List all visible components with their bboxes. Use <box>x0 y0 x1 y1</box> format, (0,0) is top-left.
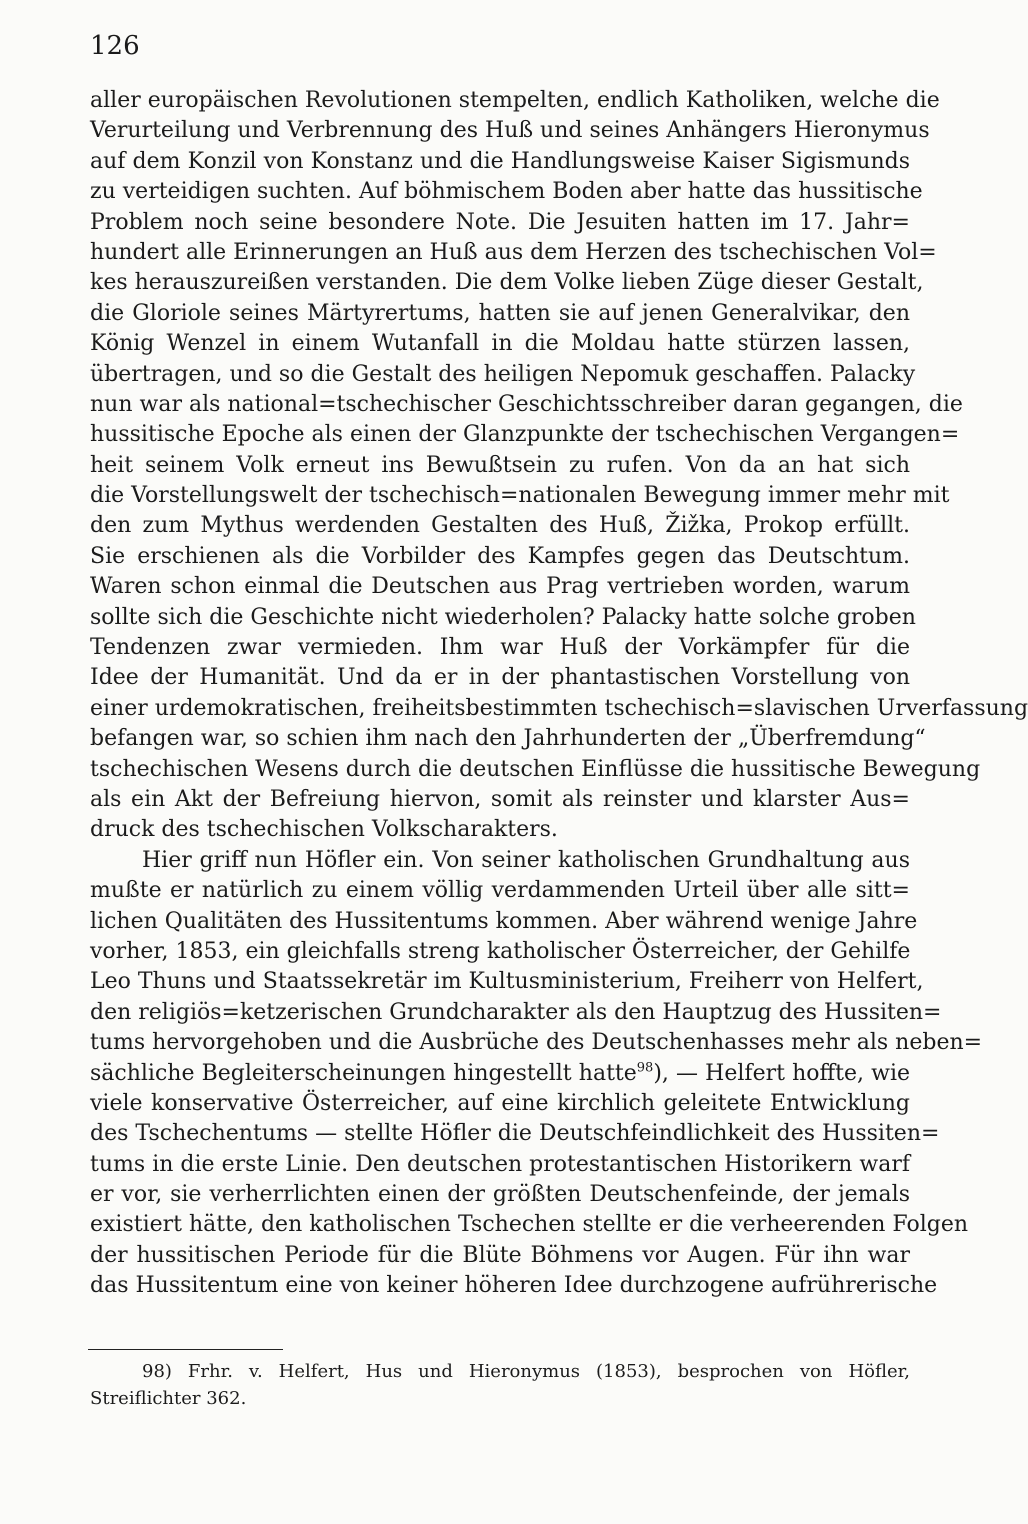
text-line: König Wenzel in einem Wutanfall in die Moldau hatte stürzen lassen, <box>90 331 910 357</box>
text-line: übertragen, und so die Gestalt des heiligen Nepomuk geschaffen. Palacky <box>90 361 916 387</box>
text-line: er vor, sie verherrlichten einen der größten Deutschenfeinde, der jemals <box>90 1182 910 1208</box>
text-line: die Vorstellungswelt der tschechisch=nationalen Bewegung immer mehr mit <box>90 483 950 509</box>
text-line: Verurteilung und Verbrennung des Huß und seines Anhängers Hieronymus <box>90 118 930 144</box>
text-line: hussitische Epoche als einen der Glanzpunkte der tschechischen Vergangen= <box>90 422 960 448</box>
text-fragment: sächliche Begleiterscheinungen hingestellt hatte <box>90 1060 637 1086</box>
page-number: 126 <box>90 31 140 61</box>
text-line: Tendenzen zwar vermieden. Ihm war Huß der Vorkämpfer für die <box>90 635 910 661</box>
body-text <box>90 86 1028 1302</box>
text-fragment: ), — Helfert hoffte, wie <box>653 1060 911 1086</box>
text-line: sollte sich die Geschichte nicht wiederholen? Palacky hatte solche groben <box>90 604 916 630</box>
text-line: der hussitischen Periode für die Blüte Böhmens vor Augen. Für ihn war <box>90 1242 910 1268</box>
text-line: Waren schon einmal die Deutschen aus Prag vertrieben worden, warum <box>90 574 910 600</box>
text-line: auf dem Konzil von Konstanz und die Handlungsweise Kaiser Sigismunds <box>90 148 910 174</box>
text-line: den zum Mythus werdenden Gestalten des Huß, Žižka, Prokop erfüllt. <box>90 513 910 539</box>
text-line: zu verteidigen suchten. Auf böhmischem Boden aber hatte das hussitische <box>90 179 923 205</box>
text-line: des Tschechentums — stellte Höfler die Deutschfeindlichkeit des Hussiten= <box>90 1121 940 1147</box>
text-line: den religiös=ketzerischen Grundcharakter als den Hauptzug des Hussiten= <box>90 999 942 1025</box>
text-line: Sie erschienen als die Vorbilder des Kampfes gegen das Deutschtum. <box>90 543 910 569</box>
text-line: nun war als national=tschechischer Geschichtsschreiber daran gegangen, die <box>90 391 963 417</box>
footnote-line: 98) Frhr. v. Helfert, Hus und Hieronymus (1853), besprochen von Höfler, <box>142 1361 910 1382</box>
footnotes <box>90 1358 910 1412</box>
text-line: vorher, 1853, ein gleichfalls streng katholischer Österreicher, der Gehilfe <box>90 938 911 964</box>
text-line: das Hussitentum eine von keiner höheren Idee durchzogene aufrührerische <box>90 1273 938 1299</box>
text-line: kes herauszureißen verstanden. Die dem Volke lieben Züge dieser Gestalt, <box>90 270 924 296</box>
text-line: die Gloriole seines Märtyrertums, hatten sie auf jenen Generalvikar, den <box>90 300 910 326</box>
text-line: einer urdemokratischen, freiheitsbestimmten tschechisch=slavischen Urverfassung <box>90 695 1028 721</box>
text-line-with-footnote <box>90 1059 910 1089</box>
paragraph-1 <box>90 86 1028 846</box>
paragraph-2 <box>90 846 983 1302</box>
text-line: druck des tschechischen Volkscharakters. <box>90 817 558 843</box>
text-line: tums hervorgehoben und die Ausbrüche des Deutschenhasses mehr als neben= <box>90 1030 983 1056</box>
text-line: Problem noch seine besondere Note. Die Jesuiten hatten im 17. Jahr= <box>90 209 910 235</box>
text-line: mußte er natürlich zu einem völlig verdammenden Urteil über alle sitt= <box>90 878 910 904</box>
text-line: Idee der Humanität. Und da er in der phantastischen Vorstellung von <box>90 665 910 691</box>
text-line: heit seinem Volk erneut ins Bewußtsein zu rufen. Von da an hat sich <box>90 452 910 478</box>
text-line: Hier griff nun Höfler ein. Von seiner katholischen Grundhaltung aus <box>142 847 910 873</box>
text-line: existiert hätte, den katholischen Tschechen stellte er die verheerenden Folgen <box>90 1212 969 1238</box>
text-line: als ein Akt der Befreiung hiervon, somit als reinster und klarster Aus= <box>90 786 910 812</box>
text-line: Leo Thuns und Staatssekretär im Kultusministerium, Freiherr von Helfert, <box>90 969 924 995</box>
text-line: viele konservative Österreicher, auf eine kirchlich geleitete Entwicklung <box>90 1090 910 1116</box>
text-line: aller europäischen Revolutionen stempelten, endlich Katholiken, welche die <box>90 88 940 113</box>
footnote-divider <box>88 1349 283 1350</box>
text-line: hundert alle Erinnerungen an Huß aus dem Herzen des tschechischen Vol= <box>90 239 937 265</box>
text-line: tschechischen Wesens durch die deutschen Einflüsse die hussitische Bewegung <box>90 756 981 782</box>
text-line: lichen Qualitäten des Hussitentums kommen. Aber während wenige Jahre <box>90 908 918 934</box>
text-line: tums in die erste Linie. Den deutschen protestantischen Historikern warf <box>90 1151 910 1177</box>
footnote-reference[interactable]: 98 <box>636 1060 654 1076</box>
footnote-line: Streiflichter 362. <box>90 1388 247 1409</box>
text-line: befangen war, so schien ihm nach den Jahrhunderten der „Überfremdung“ <box>90 726 926 752</box>
